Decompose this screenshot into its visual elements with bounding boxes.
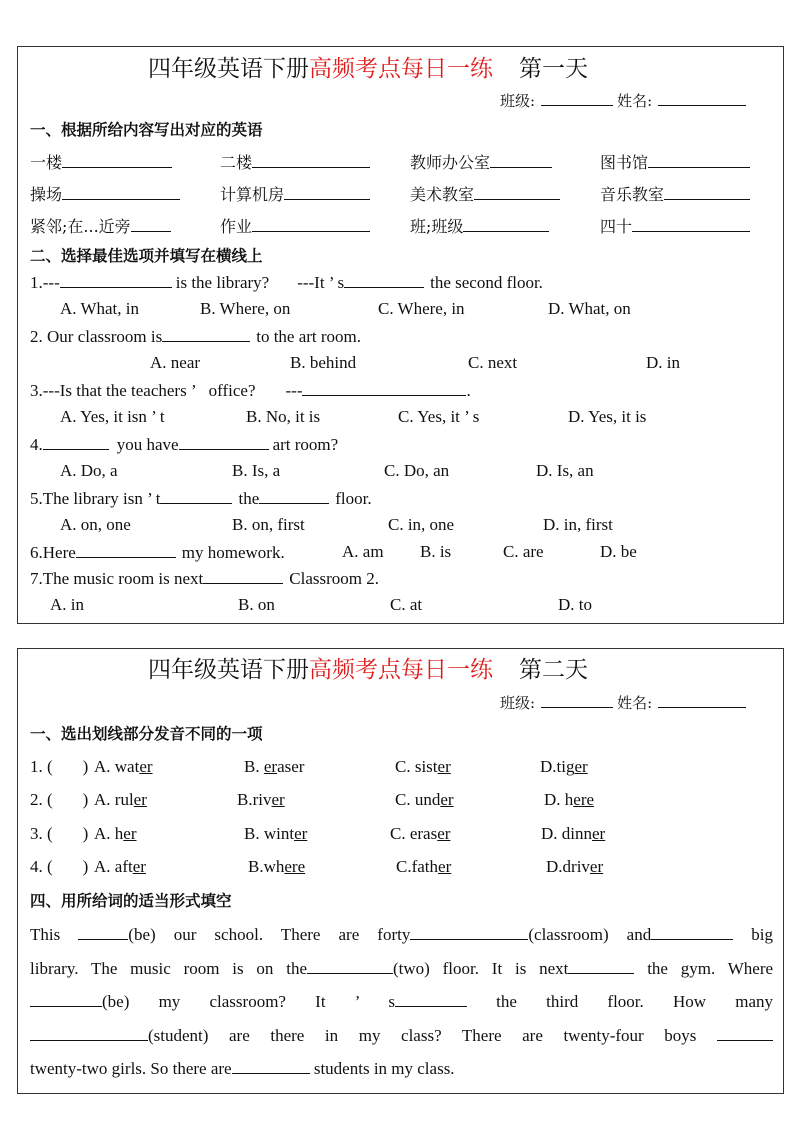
cloze-line: twenty-two girls. So there are students in my class.	[30, 1059, 455, 1078]
name-blank[interactable]	[658, 90, 746, 106]
option-d[interactable]: D. be	[600, 542, 637, 561]
day1-title: 四年级英语下册高频考点每日一练 第一天	[148, 56, 588, 82]
phonics-row-3: 3. ( )	[30, 824, 89, 843]
option-b[interactable]: B. is	[420, 542, 452, 561]
vocab-item: 图书馆	[600, 152, 750, 173]
day1-class-name-row: 班级: 姓名:	[500, 90, 746, 111]
option-d[interactable]: D. here	[544, 790, 595, 809]
option-d[interactable]: D. What, on	[548, 299, 631, 318]
day2-class-name-row: 班级: 姓名:	[500, 692, 746, 713]
option-c[interactable]: C. Yes, it ’ s	[398, 407, 480, 426]
option-d[interactable]: D. to	[558, 595, 592, 614]
cloze-paragraph	[30, 918, 773, 1086]
vocab-item: 班;班级	[410, 216, 549, 237]
option-a[interactable]: A. near	[150, 353, 201, 372]
option-a[interactable]: A. Yes, it isn ’ t	[60, 407, 165, 426]
option-d[interactable]: D. Yes, it is	[568, 407, 647, 426]
option-a[interactable]: A. in	[50, 595, 84, 614]
option-b[interactable]: B. on, first	[232, 515, 305, 534]
option-a[interactable]: A. am	[342, 542, 384, 561]
option-b[interactable]: B. behind	[290, 353, 357, 372]
option-b[interactable]: B. winter	[244, 824, 308, 843]
option-c[interactable]: C. at	[390, 595, 423, 614]
option-d[interactable]: D. in, first	[543, 515, 613, 534]
option-b[interactable]: B. Is, a	[232, 461, 281, 480]
option-b[interactable]: B. on	[238, 595, 275, 614]
option-d[interactable]: D. in	[646, 353, 680, 372]
class-blank[interactable]	[541, 692, 613, 708]
day2-title: 四年级英语下册高频考点每日一练 第二天	[148, 657, 588, 683]
phonics-row-4: 4. ( )	[30, 857, 89, 876]
option-a[interactable]: A. Do, a	[60, 461, 118, 480]
vocab-item: 二楼	[220, 152, 370, 173]
option-c[interactable]: C. next	[468, 353, 518, 372]
cloze-line: (be) my classroom? It ’ s the third floor. How many	[30, 985, 773, 1019]
option-c[interactable]: C. eraser	[390, 824, 451, 843]
cloze-line: (student) are there in my class? There are twenty-four boys	[30, 1019, 773, 1053]
option-c[interactable]: C. under	[395, 790, 454, 809]
answer-paren[interactable]	[53, 790, 83, 805]
day1-section2-title: 二、选择最佳选项并填写在横线上	[30, 246, 263, 265]
answer-paren[interactable]	[53, 857, 83, 872]
vocab-item: 教师办公室	[410, 152, 552, 173]
option-b[interactable]: B.river	[237, 790, 285, 809]
class-blank[interactable]	[541, 90, 613, 106]
vocab-item: 作业	[220, 216, 370, 237]
option-d[interactable]: D.tiger	[540, 757, 588, 776]
question-6: 6.Here my homework.	[30, 543, 285, 562]
option-b[interactable]: B. No, it is	[246, 407, 321, 426]
day1-section1-title: 一、根据所给内容写出对应的英语	[30, 120, 263, 139]
vocab-item: 操场	[30, 184, 180, 205]
vocab-item: 计算机房	[220, 184, 370, 205]
option-c[interactable]: C.father	[396, 857, 452, 876]
option-b[interactable]: B.where	[248, 857, 306, 876]
option-c[interactable]: C. are	[503, 542, 544, 561]
question-3: 3.---Is that the teachers ’ office? --- .	[30, 381, 471, 400]
cloze-line: This (be) our school. There are forty (classroom) and big	[30, 925, 774, 944]
vocab-item: 一楼	[30, 152, 172, 173]
option-c[interactable]: C. Do, an	[384, 461, 450, 480]
option-b[interactable]: B. Where, on	[200, 299, 291, 318]
option-c[interactable]: C. in, one	[388, 515, 455, 534]
phonics-row-2: 2. ( )	[30, 790, 89, 809]
cloze-line: library. The music room is on the (two) floor. It is next the gym. Where	[30, 958, 774, 978]
option-c[interactable]: C. sister	[395, 757, 451, 776]
answer-paren[interactable]	[53, 757, 83, 772]
answer-paren[interactable]	[53, 824, 83, 839]
question-2: 2. Our classroom is to the art room.	[30, 327, 362, 346]
name-blank[interactable]	[658, 692, 746, 708]
option-a[interactable]: A. water	[94, 757, 153, 776]
day2-section4-title: 四、用所给词的适当形式填空	[30, 891, 232, 910]
option-a[interactable]: A. her	[94, 824, 137, 843]
option-d[interactable]: D. Is, an	[536, 461, 594, 480]
option-a[interactable]: A. after	[94, 857, 146, 876]
phonics-row-1: 1. ( )	[30, 757, 89, 776]
option-a[interactable]: A. What, in	[60, 299, 140, 318]
day2-section1-title: 一、选出划线部分发音不同的一项	[30, 724, 263, 743]
option-c[interactable]: C. Where, in	[378, 299, 465, 318]
option-b[interactable]: B. eraser	[244, 757, 305, 776]
question-7: 7.The music room is next Classroom 2.	[30, 569, 380, 588]
option-d[interactable]: D.driver	[546, 857, 604, 876]
option-d[interactable]: D. dinner	[541, 824, 606, 843]
question-4: 4. you have art room?	[30, 435, 339, 454]
vocab-item: 四十	[600, 216, 750, 237]
option-a[interactable]: A. on, one	[60, 515, 131, 534]
option-a[interactable]: A. ruler	[94, 790, 147, 809]
question-1: 1.--- is the library? ---It ’ s the second floor.	[30, 273, 543, 292]
vocab-item: 紧邻;在...近旁	[30, 216, 171, 237]
vocab-item: 音乐教室	[600, 184, 750, 205]
question-5: 5.The library isn ’ t the floor.	[30, 489, 372, 508]
vocab-item: 美术教室	[410, 184, 560, 205]
